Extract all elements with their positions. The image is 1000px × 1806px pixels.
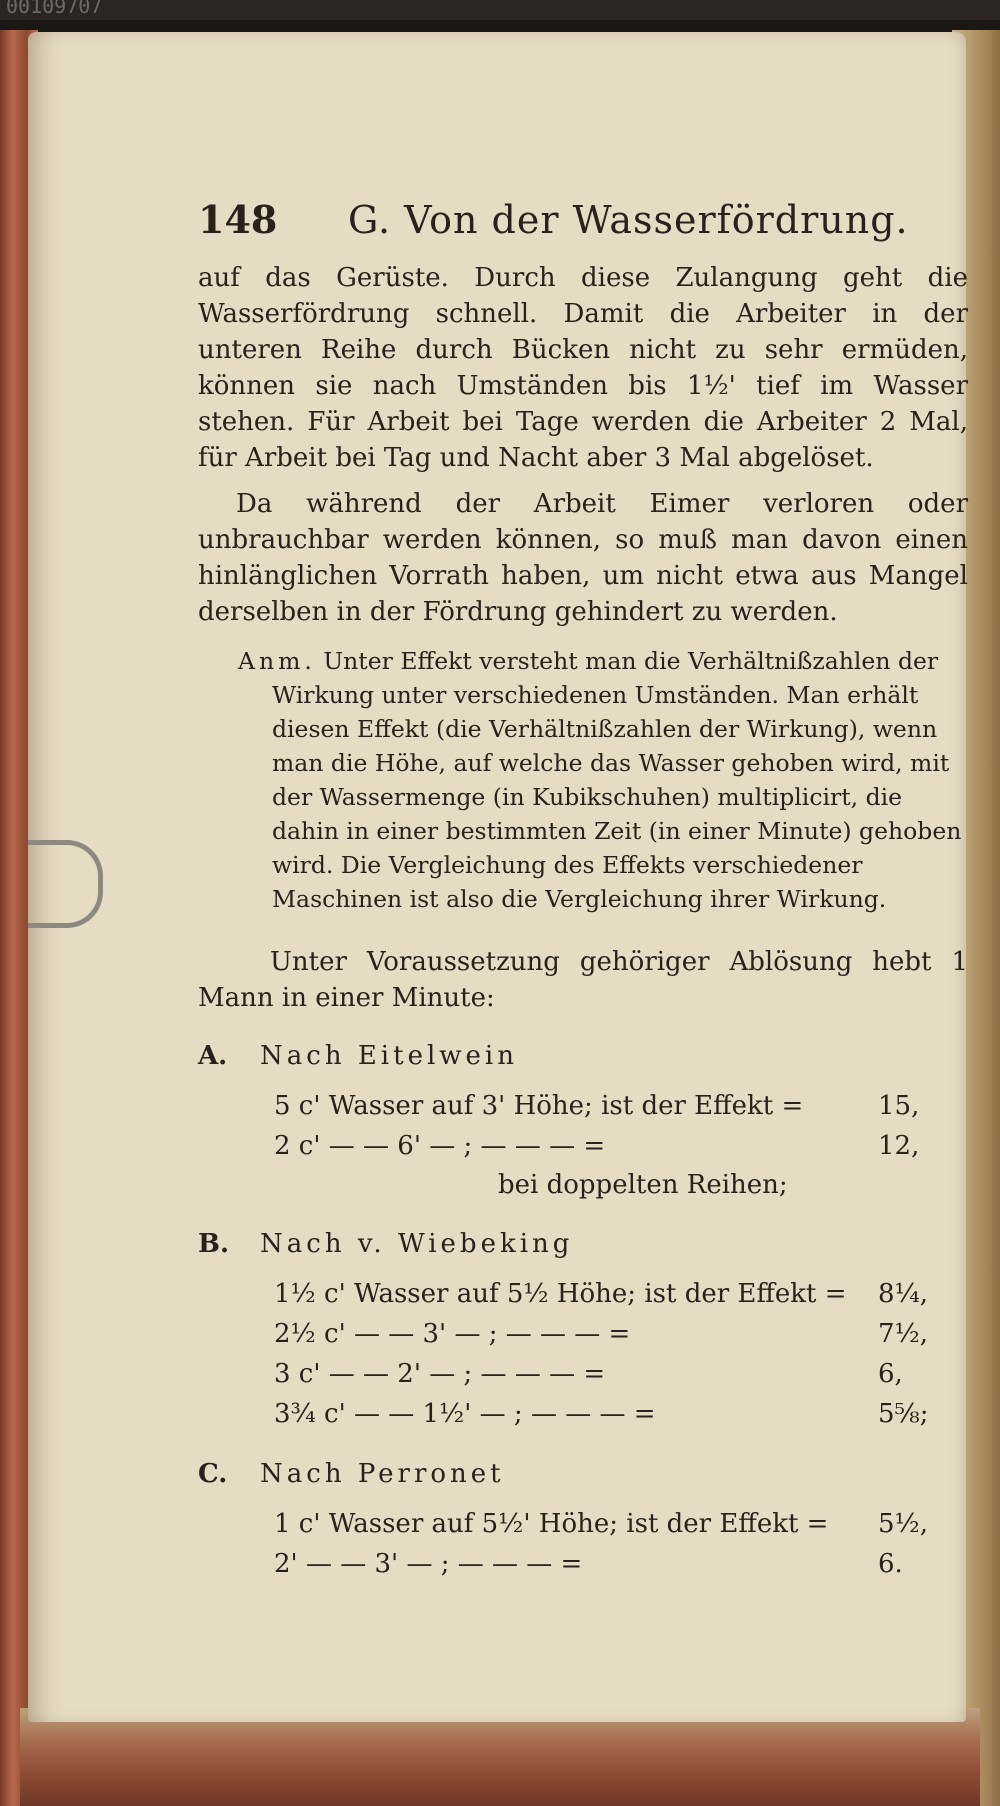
row-continuation: bei doppelten Reihen; xyxy=(498,1170,788,1200)
annotation-lead: Anm. xyxy=(238,647,316,675)
measure-row xyxy=(198,1544,968,1584)
effect-value: 6, xyxy=(878,1359,903,1389)
running-head: G. Von der Wasserfördrung. xyxy=(348,198,909,242)
measure-row xyxy=(198,1314,968,1354)
source-list xyxy=(198,1038,968,1584)
source-letter: B. xyxy=(198,1229,230,1259)
source-heading xyxy=(198,1456,968,1492)
measure-row xyxy=(198,1354,968,1394)
measure-row xyxy=(198,1504,968,1544)
measure-row xyxy=(198,1394,968,1434)
page-header xyxy=(198,197,968,242)
scan-id-label: 00109707 xyxy=(6,0,103,18)
measure-text: 1½ c' Wasser auf 5½ Höhe; ist der Effekt = xyxy=(274,1279,847,1309)
measure-text: 1 c' Wasser auf 5½' Höhe; ist der Effekt = xyxy=(274,1509,829,1539)
source-name: Nach Eitelwein xyxy=(260,1041,518,1071)
effect-value: 5⅝; xyxy=(878,1399,929,1429)
source-heading xyxy=(198,1226,968,1262)
page-clip-icon xyxy=(28,840,103,928)
book-page xyxy=(28,32,966,1722)
intro-line: Unter Voraussetzung gehöriger Ablösung hebt 1 Mann in einer Minute: xyxy=(198,947,968,1013)
measure-text: 5 c' Wasser auf 3' Höhe; ist der Effekt = xyxy=(274,1091,804,1121)
annotation-note xyxy=(238,644,968,916)
effect-value: 12, xyxy=(878,1131,920,1161)
paragraph-1: auf das Gerüste. Durch diese Zulangung geht die Wasserfördrung schnell. Damit die Arbeiter in der unteren Reihe durch Bücken nicht zu sehr ermüden, können sie nach Umständen bis 1½' tief im Wasser stehen. Für Arbeit bei Tage werden die Arbeiter 2 Mal, für Arbeit bei Tag und Nacht aber 3 Mal abgelöset. xyxy=(198,263,968,473)
measure-row xyxy=(198,1126,968,1166)
measure-text: 3 c' — — 2' — ; — — — = xyxy=(274,1359,606,1389)
page-number: 148 xyxy=(198,197,278,242)
page-content xyxy=(198,197,968,1584)
source-name: Nach Perronet xyxy=(260,1459,505,1489)
measure-text: 2' — — 3' — ; — — — = xyxy=(274,1549,583,1579)
effect-value: 5½, xyxy=(878,1509,929,1539)
source-letter: A. xyxy=(198,1041,228,1071)
paragraph-2: Da während der Arbeit Eimer verloren oder unbrauchbar werden können, so muß man davon einen hinlänglichen Vorrath haben, um nicht etwa aus Mangel derselben in der Fördrung gehindert zu werden. xyxy=(198,489,968,627)
measure-text: 3¾ c' — — 1½' — ; — — — = xyxy=(274,1399,656,1429)
measure-row xyxy=(198,1086,968,1126)
source-block-c xyxy=(198,1456,968,1584)
source-block-a xyxy=(198,1038,968,1204)
effect-value: 15, xyxy=(878,1091,920,1121)
annotation-text: Unter Effekt versteht man die Verhältnißzahlen der Wirkung unter verschiedenen Umständen. Man erhält diesen Effekt (die Verhältnißzahlen der Wirkung), wenn man die Höhe, auf welche das Wasser gehoben wird, mit der Wassermenge (in Kubikschuhen) multiplicirt, die dahin in einer bestimmten Zeit (in einer Minute) gehoben wird. Die Vergleichung des Effekts verschiedener Maschinen ist also die Vergleichung ihrer Wirkung. xyxy=(272,647,962,913)
source-letter: C. xyxy=(198,1459,228,1489)
effect-value: 7½, xyxy=(878,1319,929,1349)
source-name: Nach v. Wiebeking xyxy=(260,1229,574,1259)
measure-text: 2 c' — — 6' — ; — — — = xyxy=(274,1131,606,1161)
source-block-b xyxy=(198,1226,968,1434)
measure-row xyxy=(198,1274,968,1314)
measure-text: 2½ c' — — 3' — ; — — — = xyxy=(274,1319,631,1349)
effect-value: 8¼, xyxy=(878,1279,929,1309)
source-heading xyxy=(198,1038,968,1074)
effect-value: 6. xyxy=(878,1549,903,1579)
book-edge-bottom xyxy=(20,1708,980,1806)
